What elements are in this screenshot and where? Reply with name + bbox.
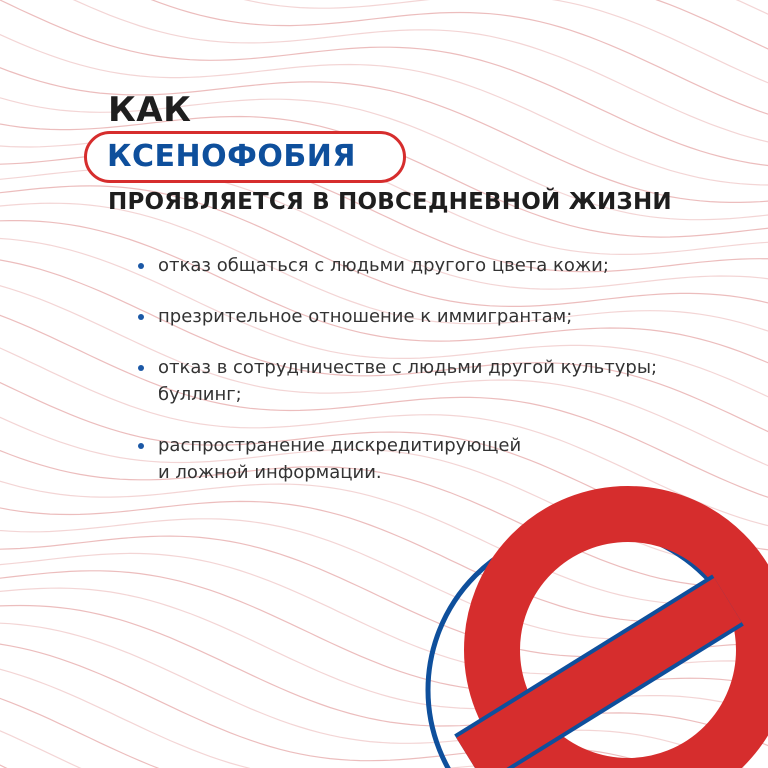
list-item-text: презрительное отношение к иммигрантам; xyxy=(158,306,573,327)
list-item-text: распространение дискредитирующей и ложной информации. xyxy=(158,435,522,483)
title-line-2: КСЕНОФОБИЯ xyxy=(107,139,356,174)
title-line-3: ПРОЯВЛЯЕТСЯ В ПОВСЕДНЕВНОЙ ЖИЗНИ xyxy=(108,189,672,215)
list-item-text: отказ в сотрудничестве с людьми другой культуры; буллинг; xyxy=(158,357,658,405)
title-line-1: КАК xyxy=(108,90,192,130)
list-item-text: отказ общаться с людьми другого цвета кожи; xyxy=(158,255,609,276)
